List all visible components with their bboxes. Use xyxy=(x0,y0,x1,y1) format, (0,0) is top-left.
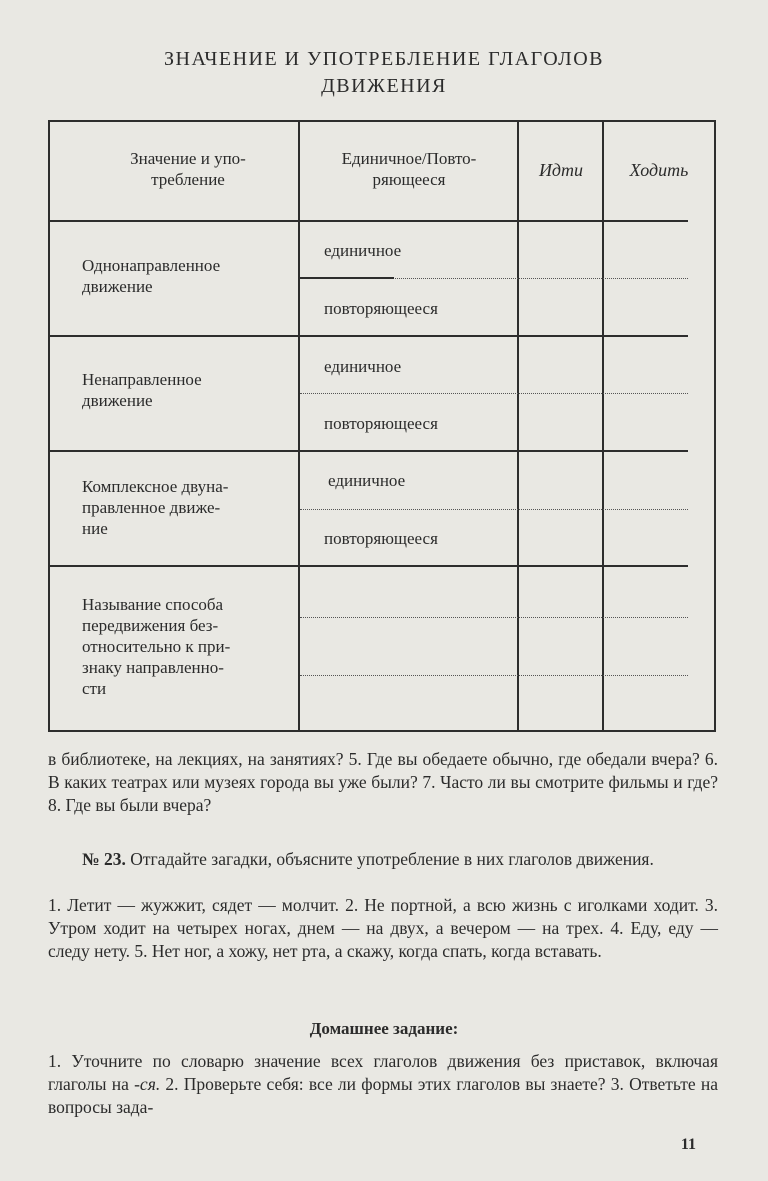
header-meaning: Значение и упо- требление xyxy=(130,149,246,189)
row-2-repeat: повторяющееся xyxy=(324,414,438,433)
header-separator xyxy=(48,220,688,222)
homework-text-b: 2. Проверьте себя: все ли формы этих глаголов вы знаете? 3. Ответьте на вопросы зада- xyxy=(48,1074,718,1117)
row-3-single: единичное xyxy=(328,471,406,490)
row-1-repeat: повторяющееся xyxy=(324,299,438,318)
header-single-repeat: Единичное/Повто- ряющееся xyxy=(341,149,477,189)
header-khodit: Ходить xyxy=(629,160,689,180)
row-separator-3 xyxy=(48,565,688,567)
exercise-number: № 23. xyxy=(82,849,126,869)
exercise-23-riddles: 1. Летит — жужжит, сядет — молчит. 2. Не портной, а всю жизнь с иголками ходит. 3. Утром ходит на четырех ногах, днем — на двух, а вечером — на трех. 4. Еду, еду — следу нету. 5. Нет ног, а хожу, нет рта, а скажу, когда спать, когда вставать. xyxy=(48,895,718,961)
header-idti: Идти xyxy=(538,160,584,180)
row-2-meaning: Ненаправленное движение xyxy=(82,370,202,410)
homework-suffix: -ся. xyxy=(134,1074,161,1094)
row-separator-2 xyxy=(48,450,688,452)
subrow-divider xyxy=(300,617,688,618)
subrow-divider-solid xyxy=(300,277,394,279)
subrow-divider xyxy=(300,509,688,510)
paragraph-questions: в библиотеке, на лекциях, на занятиях? 5. Где вы обедаете обычно, где обедали вчера? 6. В каких театрах или музеях города вы уже были? 7. Часто ли вы смотрите фильмы и где? 8. Где вы были вчера? xyxy=(48,749,718,815)
table-top-border xyxy=(48,120,716,122)
row-2-single: единичное xyxy=(324,357,402,376)
table-left-border xyxy=(48,120,50,732)
row-3-meaning: Комплексное двуна- правленное движе- ние xyxy=(82,477,229,538)
page-title xyxy=(0,46,768,100)
title-line-1: ЗНАЧЕНИЕ И УПОТРЕБЛЕНИЕ ГЛАГОЛОВ xyxy=(163,48,605,70)
table-bottom-border xyxy=(48,730,716,732)
subrow-divider xyxy=(300,393,688,394)
row-3-repeat: повторяющееся xyxy=(324,529,438,548)
exercise-task-text: Отгадайте загадки, объясните употребление в них глаголов движения. xyxy=(130,849,654,869)
subrow-divider xyxy=(300,675,688,676)
page-number: 11 xyxy=(680,1136,696,1153)
table-right-border xyxy=(714,120,716,732)
row-separator-1 xyxy=(48,335,688,337)
row-4-meaning: Называние способа передвижения без- относительно к при- знаку направленно- сти xyxy=(82,595,231,698)
exercise-23-task xyxy=(48,848,718,871)
homework-text xyxy=(48,1050,718,1119)
row-1-single: единичное xyxy=(324,241,402,260)
homework-text-a: 1. Уточните по словарю значение всех глаголов движения без приставок, включая глаголы на xyxy=(48,1051,718,1094)
title-line-2: ДВИЖЕНИЯ xyxy=(321,75,447,97)
column-divider-3 xyxy=(602,120,604,732)
verbs-of-motion-table xyxy=(48,120,716,732)
row-1-meaning: Однонаправленное движение xyxy=(82,256,221,296)
column-divider-1 xyxy=(298,120,300,732)
homework-heading: Домашнее задание: xyxy=(309,1019,459,1038)
column-divider-2 xyxy=(517,120,519,732)
